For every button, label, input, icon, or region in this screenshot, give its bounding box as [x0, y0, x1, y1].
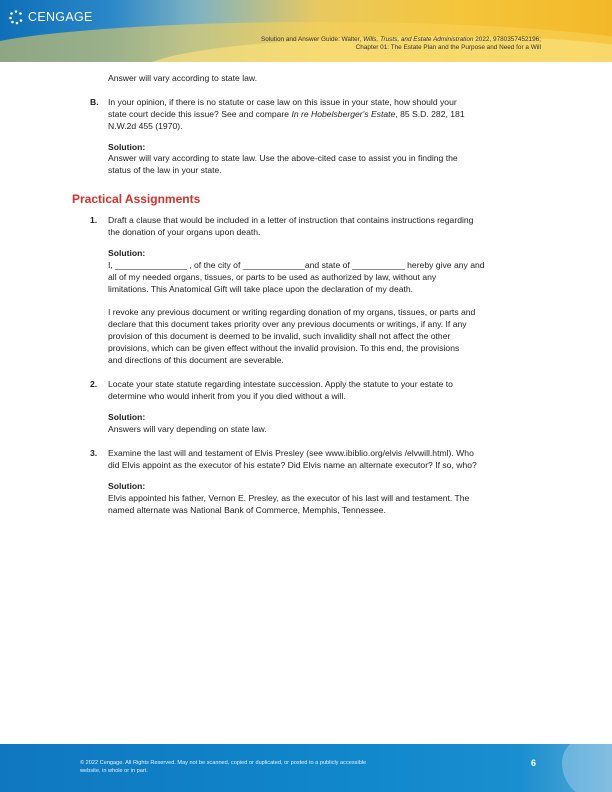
question-b-line3: N.W.2d 455 (1970). [108, 121, 183, 131]
copyright-notice [80, 759, 480, 775]
item-1-question-line2: the donation of your organs upon death. [108, 227, 261, 237]
item-2-solution-line1: Answers will vary depending on state law. [108, 424, 267, 434]
item-1-solution-line1: I, _______________ , of the city of _____________and state of ___________ hereby give any and [108, 260, 485, 270]
section-title: Practical Assignments [72, 192, 201, 206]
question-b-line1: In your opinion, if there is no statute or case law on this issue in your state, how should your [108, 97, 457, 107]
item-3-solution-label: Solution: [108, 481, 146, 491]
header-citation [261, 36, 541, 53]
solution-b-line1: Answer will vary according to state law. Use the above-cited case to assist you in finding the [108, 153, 458, 163]
question-b-line2 [108, 109, 465, 121]
question-b-text: state court decide this issue? See and compare [108, 109, 292, 119]
copyright-line1: © 2022 Cengage. All Rights Reserved. May not be scanned, copied or duplicated, or posted to a publicly accessible [80, 760, 367, 766]
item-1-paragraph-line3: provision of this document is deemed to be invalid, such invalidity shall not affect the other [108, 331, 451, 341]
brand-logo [8, 9, 93, 25]
item-3-solution-line2: named alternate was National Bank of Commerce, Memphis, Tennessee. [108, 505, 386, 515]
brand-name: CENGAGE [28, 10, 93, 24]
item-1-solution-line2: all of my needed organs, tissues, or parts to be used as authorized by law, without any [108, 272, 437, 282]
page-footer [0, 744, 612, 792]
item-1-solution-line3: limitations. This Anatomical Gift will take place upon the declaration of my death. [108, 284, 414, 294]
item-3-question-line2: did Elvis appoint as the executor of his estate? Did Elvis name an alternate executor? If so, who? [108, 460, 477, 470]
answer-text: Answer will vary according to state law. [108, 73, 258, 83]
item-1-number: 1. [90, 215, 98, 225]
item-1-question-line1: Draft a clause that would be included in a letter of instruction that contains instructions regarding [108, 215, 474, 225]
case-reporter: , 85 S.D. 282, 181 [395, 109, 465, 119]
citation-suffix: 2022, 9780357452196; [473, 36, 541, 43]
item-3-question-text: Examine the last will and testament of Elvis Presley (see www.ibiblio.org/elvis /elvwill.html). Who [108, 448, 474, 458]
cengage-logo-icon [8, 9, 24, 25]
citation-book-title: Wills, Trusts, and Estate Administration [363, 36, 474, 43]
item-2-number: 2. [90, 379, 98, 389]
item-2-solution-label: Solution: [108, 412, 146, 422]
item-1-paragraph-line1: I revoke any previous document or writing regarding donation of my organs, tissues, or parts and [108, 307, 476, 317]
header-citation-line1 [261, 36, 541, 44]
page-number: 6 [531, 758, 537, 768]
question-b-label: B. [90, 97, 99, 107]
solution-b-line2: status of the law in your state. [108, 165, 222, 175]
item-1-paragraph-line5: and directions of this document are severable. [108, 355, 284, 365]
item-3-solution-line1: Elvis appointed his father, Vernon E. Presley, as the executor of his last will and testament. The [108, 493, 470, 503]
item-2-question-line1: Locate your state statute regarding intestate succession. Apply the statute to your estate to [108, 379, 453, 389]
header-citation-line2: Chapter 01: The Estate Plan and the Purpose and Need for a Will [355, 44, 541, 52]
item-3-question-line1 [108, 448, 474, 460]
footer-swoosh-decoration [562, 744, 612, 792]
page-header [0, 0, 612, 62]
item-1-paragraph-line2: declare that this document takes priority over any previous documents or writings, if any. If any [108, 319, 467, 329]
copyright-line2: website, in whole or in part. [80, 768, 148, 774]
item-1-paragraph-line4: provisions, which can be given effect without the invalid provision. To this end, the provisions [108, 343, 460, 353]
item-2-question-line2: determine who would inherit from you if you died without a will. [108, 391, 346, 401]
case-citation: In re Hobelsberger's Estate [291, 109, 396, 119]
item-3-number: 3. [90, 448, 98, 458]
item-1-solution-label: Solution: [108, 248, 146, 258]
solution-label: Solution: [108, 142, 146, 152]
citation-prefix: Solution and Answer Guide: Walter, [260, 36, 364, 43]
